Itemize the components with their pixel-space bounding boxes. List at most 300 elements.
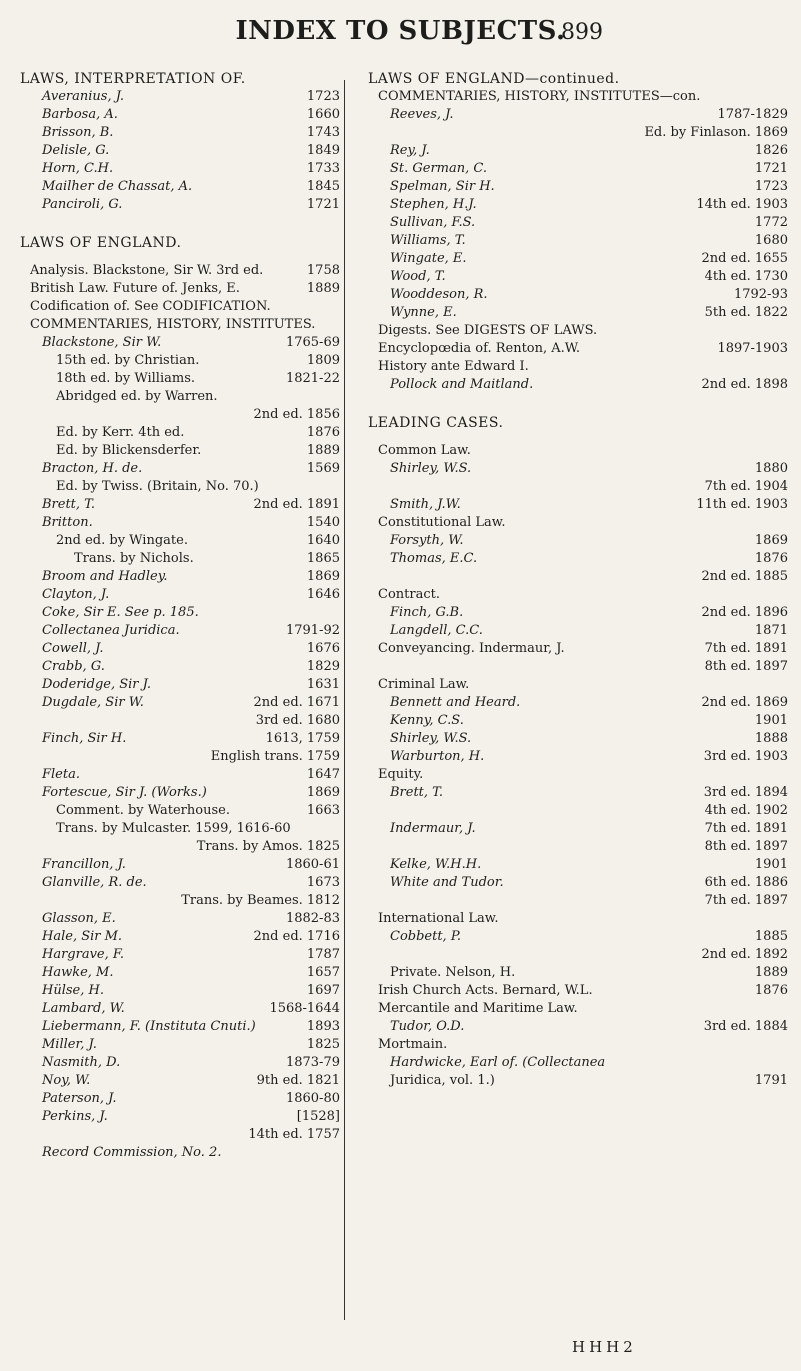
entry-date: 1893 <box>306 1019 340 1034</box>
entry-date: 1676 <box>306 641 340 656</box>
entry-date: 1787 <box>306 947 340 962</box>
index-entry <box>20 178 340 196</box>
entry-text: Tudor, O.D. <box>390 1019 465 1034</box>
entry-text: Ed. by Kerr. 4th ed. <box>56 425 185 440</box>
entry-date: 1880 <box>754 461 788 476</box>
entry-date: 1829 <box>306 659 340 674</box>
index-entry <box>20 406 340 424</box>
entry-date: 1772 <box>754 215 788 230</box>
index-entry <box>20 280 340 298</box>
entry-date: 1697 <box>306 983 340 998</box>
index-entry <box>20 142 340 160</box>
index-entry <box>20 160 340 178</box>
entry-text: Common Law. <box>378 443 471 458</box>
entry-text: Liebermann, F. (Instituta Cnuti.) <box>42 1019 256 1034</box>
index-entry <box>368 856 788 874</box>
section-heading <box>20 234 340 252</box>
index-entry <box>20 1018 340 1036</box>
index-entry <box>368 694 788 712</box>
index-entry <box>20 802 340 820</box>
entry-text: Hawke, M. <box>42 965 114 980</box>
entry-date: 1876 <box>306 425 340 440</box>
entry-date: 1901 <box>754 857 788 872</box>
index-entry <box>20 568 340 586</box>
entry-text: LAWS OF ENGLAND—continued. <box>368 71 620 87</box>
entry-text: Stephen, H.J. <box>390 197 477 212</box>
entry-text: Hargrave, F. <box>42 947 125 962</box>
entry-text: Brett, T. <box>42 497 96 512</box>
entry-text: Codification of. See CODIFICATION. <box>30 299 271 314</box>
index-entry <box>368 586 788 604</box>
entry-text: Finch, Sir H. <box>42 731 127 746</box>
spacer <box>368 394 788 414</box>
entry-date: 4th ed. 1730 <box>704 269 788 284</box>
index-entry <box>368 124 788 142</box>
index-entry <box>368 196 788 214</box>
entry-date: 1540 <box>306 515 340 530</box>
entry-text: Hardwicke, Earl of. (Collectanea <box>390 1055 606 1070</box>
column-divider <box>344 80 345 1320</box>
entry-date: 1889 <box>306 281 340 296</box>
entry-date: 1826 <box>754 143 788 158</box>
index-entry <box>20 730 340 748</box>
index-entry <box>20 196 340 214</box>
index-entry <box>20 262 340 280</box>
index-entry <box>368 676 788 694</box>
spacer <box>20 252 340 262</box>
entry-text: Contract. <box>378 587 440 602</box>
entry-text: International Law. <box>378 911 499 926</box>
entry-text: Ed. by Twiss. (Britain, No. 70.) <box>56 479 259 494</box>
index-entry <box>20 532 340 550</box>
entry-date: 1680 <box>754 233 788 248</box>
entry-date: 1821-22 <box>285 371 340 386</box>
entry-text: Private. Nelson, H. <box>390 965 516 980</box>
entry-text: Collectanea Juridica. <box>42 623 180 638</box>
index-entry <box>368 514 788 532</box>
index-entry <box>368 1018 788 1036</box>
entry-date: 2nd ed. 1892 <box>701 947 788 962</box>
index-entry <box>20 748 340 766</box>
entry-text: Analysis. Blackstone, Sir W. 3rd ed. <box>30 263 264 278</box>
index-entry <box>20 982 340 1000</box>
entry-date: 1631 <box>306 677 340 692</box>
index-entry <box>368 268 788 286</box>
entry-date: 3rd ed. 1884 <box>703 1019 788 1034</box>
entry-text: Equity. <box>378 767 424 782</box>
entry-text: Bennett and Heard. <box>390 695 521 710</box>
entry-date: 1733 <box>306 161 340 176</box>
entry-text: Paterson, J. <box>42 1091 117 1106</box>
entry-date: 1765-69 <box>285 335 340 350</box>
entry-date: 8th ed. 1897 <box>704 659 788 674</box>
index-entry <box>368 340 788 358</box>
index-entry <box>20 676 340 694</box>
entry-text: Mailher de Chassat, A. <box>42 179 193 194</box>
entry-date: 1849 <box>306 143 340 158</box>
entry-date: 1876 <box>754 983 788 998</box>
entry-date: 2nd ed. 1896 <box>701 605 788 620</box>
entry-date: 14th ed. 1903 <box>696 197 788 212</box>
index-entry <box>20 496 340 514</box>
index-entry <box>368 892 788 910</box>
entry-text: Perkins, J. <box>42 1109 108 1124</box>
entry-date: 7th ed. 1891 <box>704 821 788 836</box>
index-entry <box>20 514 340 532</box>
entry-text: Smith, J.W. <box>390 497 461 512</box>
index-entry <box>20 910 340 928</box>
index-entry <box>368 946 788 964</box>
entry-text: Comment. by Waterhouse. <box>56 803 230 818</box>
index-entry <box>20 586 340 604</box>
entry-date: 2nd ed. 1671 <box>253 695 340 710</box>
index-entry <box>20 964 340 982</box>
spacer <box>20 214 340 234</box>
index-entry <box>368 802 788 820</box>
entry-date: Ed. by Finlason. 1869 <box>644 125 788 140</box>
entry-text: Shirley, W.S. <box>390 731 472 746</box>
entry-date: [1528] <box>296 1109 340 1124</box>
entry-text: Dugdale, Sir W. <box>42 695 144 710</box>
entry-date: 2nd ed. 1655 <box>701 251 788 266</box>
index-entry <box>20 658 340 676</box>
entry-text: Britton. <box>42 515 93 530</box>
entry-text: Noy, W. <box>42 1073 91 1088</box>
entry-text: Digests. See DIGESTS OF LAWS. <box>378 323 598 338</box>
entry-text: Cowell, J. <box>42 641 104 656</box>
entry-text: Rey, J. <box>390 143 430 158</box>
entry-date: 2nd ed. 1885 <box>701 569 788 584</box>
index-column-left <box>20 70 340 1162</box>
index-entry <box>368 232 788 250</box>
entry-text: Panciroli, G. <box>42 197 123 212</box>
index-entry <box>20 370 340 388</box>
entry-text: Shirley, W.S. <box>390 461 472 476</box>
index-entry <box>20 892 340 910</box>
entry-text: Kenny, C.S. <box>390 713 464 728</box>
entry-date: 1871 <box>754 623 788 638</box>
entry-text: Finch, G.B. <box>390 605 464 620</box>
entry-text: 15th ed. by Christian. <box>56 353 200 368</box>
index-entry <box>368 106 788 124</box>
entry-text: Trans. by Mulcaster. 1599, 1616-60 <box>56 821 291 836</box>
index-entry <box>20 424 340 442</box>
index-entry <box>20 388 340 406</box>
index-entry <box>20 1072 340 1090</box>
entry-date: 8th ed. 1897 <box>704 839 788 854</box>
index-entry <box>368 784 788 802</box>
entry-text: COMMENTARIES, HISTORY, INSTITUTES. <box>30 317 316 332</box>
section-heading <box>20 70 340 88</box>
index-entry <box>20 856 340 874</box>
entry-text: Wingate, E. <box>390 251 467 266</box>
index-column-right <box>368 70 788 1090</box>
index-entry <box>20 298 340 316</box>
index-entry <box>20 640 340 658</box>
entry-text: Forsyth, W. <box>390 533 464 548</box>
index-entry <box>368 640 788 658</box>
index-entry <box>20 622 340 640</box>
entry-text: Broom and Hadley. <box>42 569 168 584</box>
entry-date: 1569 <box>306 461 340 476</box>
index-entry <box>368 358 788 376</box>
entry-text: Delisle, G. <box>42 143 110 158</box>
index-entry <box>368 928 788 946</box>
entry-text: Fortescue, Sir J. (Works.) <box>42 785 207 800</box>
index-entry <box>368 442 788 460</box>
entry-date: 1723 <box>754 179 788 194</box>
entry-date: 5th ed. 1822 <box>704 305 788 320</box>
index-entry <box>20 712 340 730</box>
entry-text: Wynne, E. <box>390 305 457 320</box>
index-entry <box>368 622 788 640</box>
index-entry <box>20 316 340 334</box>
entry-text: Averanius, J. <box>42 89 125 104</box>
index-entry <box>20 1126 340 1144</box>
index-entry <box>368 568 788 586</box>
entry-date: 14th ed. 1757 <box>248 1127 340 1142</box>
entry-date: 1882-83 <box>285 911 340 926</box>
entry-date: 1721 <box>306 197 340 212</box>
entry-text: Mercantile and Maritime Law. <box>378 1001 578 1016</box>
entry-text: Mortmain. <box>378 1037 448 1052</box>
index-entry <box>20 820 340 838</box>
index-entry <box>368 1054 788 1072</box>
entry-date: 9th ed. 1821 <box>256 1073 340 1088</box>
entry-text: Pollock and Maitland. <box>390 377 534 392</box>
index-entry <box>368 286 788 304</box>
entry-date: 1889 <box>306 443 340 458</box>
entry-date: 1901 <box>754 713 788 728</box>
index-entry <box>368 304 788 322</box>
index-entry <box>368 964 788 982</box>
entry-date: 1657 <box>306 965 340 980</box>
entry-text: Brisson, B. <box>42 125 114 140</box>
entry-date: 6th ed. 1886 <box>704 875 788 890</box>
entry-date: 1791 <box>754 1073 788 1088</box>
index-entry <box>368 532 788 550</box>
index-entry <box>20 946 340 964</box>
entry-date: 1860-80 <box>285 1091 340 1106</box>
entry-date: 1613, 1759 <box>265 731 340 746</box>
index-entry <box>368 160 788 178</box>
entry-text: History ante Edward I. <box>378 359 529 374</box>
entry-text: Thomas, E.C. <box>390 551 478 566</box>
entry-date: Trans. by Amos. 1825 <box>196 839 340 854</box>
entry-date: 1889 <box>754 965 788 980</box>
entry-date: 1825 <box>306 1037 340 1052</box>
signature-mark: HHH2 <box>572 1338 637 1356</box>
index-entry <box>20 928 340 946</box>
entry-text: Blackstone, Sir W. <box>42 335 162 350</box>
entry-date: 2nd ed. 1716 <box>253 929 340 944</box>
entry-date: 3rd ed. 1903 <box>703 749 788 764</box>
entry-date: 1787-1829 <box>717 107 788 122</box>
entry-text: Barbosa, A. <box>42 107 118 122</box>
entry-text: 2nd ed. by Wingate. <box>56 533 188 548</box>
entry-text: Miller, J. <box>42 1037 97 1052</box>
index-entry <box>368 820 788 838</box>
index-entry <box>20 124 340 142</box>
index-entry <box>368 322 788 340</box>
entry-text: Doderidge, Sir J. <box>42 677 151 692</box>
index-entry <box>368 730 788 748</box>
entry-text: Ed. by Blickensderfer. <box>56 443 202 458</box>
entry-text: Clayton, J. <box>42 587 110 602</box>
entry-text: Reeves, J. <box>390 107 454 122</box>
entry-text: White and Tudor. <box>390 875 504 890</box>
entry-text: Glanville, R. de. <box>42 875 147 890</box>
index-entry <box>20 1036 340 1054</box>
entry-date: 1646 <box>306 587 340 602</box>
index-entry <box>368 550 788 568</box>
entry-text: Hülse, H. <box>42 983 104 998</box>
entry-text: Spelman, Sir H. <box>390 179 495 194</box>
index-entry <box>368 658 788 676</box>
index-entry <box>368 874 788 892</box>
index-entry <box>20 1144 340 1162</box>
entry-text: Wooddeson, R. <box>390 287 488 302</box>
entry-text: Kelke, W.H.H. <box>390 857 482 872</box>
entry-date: 1885 <box>754 929 788 944</box>
entry-text: Bracton, H. de. <box>42 461 143 476</box>
index-entry <box>20 1108 340 1126</box>
entry-date: 1663 <box>306 803 340 818</box>
entry-date: 7th ed. 1904 <box>704 479 788 494</box>
index-entry <box>368 910 788 928</box>
entry-date: English trans. 1759 <box>210 749 340 764</box>
index-entry <box>368 214 788 232</box>
entry-date: 1873-79 <box>285 1055 340 1070</box>
entry-date: 1860-61 <box>285 857 340 872</box>
entry-date: 1758 <box>306 263 340 278</box>
entry-text: Brett, T. <box>390 785 444 800</box>
entry-text: Sullivan, F.S. <box>390 215 476 230</box>
entry-text: British Law. Future of. Jenks, E. <box>30 281 240 296</box>
index-entry <box>368 178 788 196</box>
entry-date: 1721 <box>754 161 788 176</box>
entry-date: 1869 <box>306 569 340 584</box>
section-heading <box>368 414 788 432</box>
entry-date: 2nd ed. 1891 <box>253 497 340 512</box>
entry-date: 1897-1903 <box>717 341 788 356</box>
entry-text: Constitutional Law. <box>378 515 506 530</box>
index-entry <box>20 1090 340 1108</box>
index-entry <box>20 874 340 892</box>
entry-text: Wood, T. <box>390 269 446 284</box>
index-entry <box>20 694 340 712</box>
index-entry <box>368 1036 788 1054</box>
entry-text: Criminal Law. <box>378 677 470 692</box>
entry-text: Cobbett, P. <box>390 929 462 944</box>
entry-date: 1845 <box>306 179 340 194</box>
entry-date: 1865 <box>306 551 340 566</box>
index-entry <box>20 352 340 370</box>
entry-text: Crabb, G. <box>42 659 105 674</box>
entry-text: 18th ed. by Williams. <box>56 371 195 386</box>
entry-text: Irish Church Acts. Bernard, W.L. <box>378 983 593 998</box>
entry-date: 1876 <box>754 551 788 566</box>
entry-date: 2nd ed. 1856 <box>253 407 340 422</box>
index-entry <box>368 88 788 106</box>
entry-text: Williams, T. <box>390 233 466 248</box>
index-entry <box>368 1072 788 1090</box>
page-header <box>0 6 801 46</box>
entry-date: 1792-93 <box>733 287 788 302</box>
entry-date: Trans. by Beames. 1812 <box>181 893 340 908</box>
index-entry <box>368 604 788 622</box>
entry-text: Lambard, W. <box>42 1001 125 1016</box>
entry-date: 1888 <box>754 731 788 746</box>
entry-date: 1809 <box>306 353 340 368</box>
index-entry <box>20 604 340 622</box>
index-entry <box>20 442 340 460</box>
entry-text: LAWS OF ENGLAND. <box>20 235 182 251</box>
index-entry <box>368 478 788 496</box>
entry-date: 1647 <box>306 767 340 782</box>
index-entry <box>368 250 788 268</box>
entry-text: Nasmith, D. <box>42 1055 121 1070</box>
index-entry <box>20 766 340 784</box>
entry-text: Langdell, C.C. <box>390 623 483 638</box>
page-title: INDEX TO SUBJECTS. <box>235 16 566 46</box>
entry-date: 7th ed. 1891 <box>704 641 788 656</box>
entry-date: 1640 <box>306 533 340 548</box>
entry-date: 1743 <box>306 125 340 140</box>
index-entry <box>20 334 340 352</box>
entry-text: Encyclopœdia of. Renton, A.W. <box>378 341 581 356</box>
entry-text: Record Commission, No. 2. <box>42 1145 222 1160</box>
entry-date: 1869 <box>306 785 340 800</box>
entry-text: Indermaur, J. <box>390 821 476 836</box>
index-entry <box>20 106 340 124</box>
index-entry <box>368 1000 788 1018</box>
index-entry <box>368 748 788 766</box>
entry-text: Coke, Sir E. See p. 185. <box>42 605 199 620</box>
entry-text: COMMENTARIES, HISTORY, INSTITUTES—con. <box>378 89 701 104</box>
index-entry <box>368 460 788 478</box>
entry-date: 1791-92 <box>285 623 340 638</box>
entry-date: 11th ed. 1903 <box>696 497 788 512</box>
entry-text: St. German, C. <box>390 161 488 176</box>
entry-text: Trans. by Nichols. <box>74 551 194 566</box>
entry-date: 1673 <box>306 875 340 890</box>
index-entry <box>368 766 788 784</box>
entry-text: LEADING CASES. <box>368 415 504 431</box>
entry-date: 1660 <box>306 107 340 122</box>
entry-text: LAWS, INTERPRETATION OF. <box>20 71 246 87</box>
entry-date: 2nd ed. 1898 <box>701 377 788 392</box>
index-entry <box>20 1000 340 1018</box>
spacer <box>368 432 788 442</box>
entry-date: 1869 <box>754 533 788 548</box>
entry-text: Hale, Sir M. <box>42 929 123 944</box>
entry-text: Glasson, E. <box>42 911 116 926</box>
index-entry <box>368 982 788 1000</box>
index-entry <box>368 142 788 160</box>
entry-date: 1568-1644 <box>269 1001 340 1016</box>
index-entry <box>20 784 340 802</box>
entry-text: Horn, C.H. <box>42 161 114 176</box>
index-entry <box>20 838 340 856</box>
index-entry <box>20 550 340 568</box>
entry-date: 7th ed. 1897 <box>704 893 788 908</box>
index-entry <box>368 496 788 514</box>
entry-text: Warburton, H. <box>390 749 485 764</box>
index-entry <box>368 838 788 856</box>
section-heading <box>368 70 788 88</box>
index-entry <box>20 88 340 106</box>
